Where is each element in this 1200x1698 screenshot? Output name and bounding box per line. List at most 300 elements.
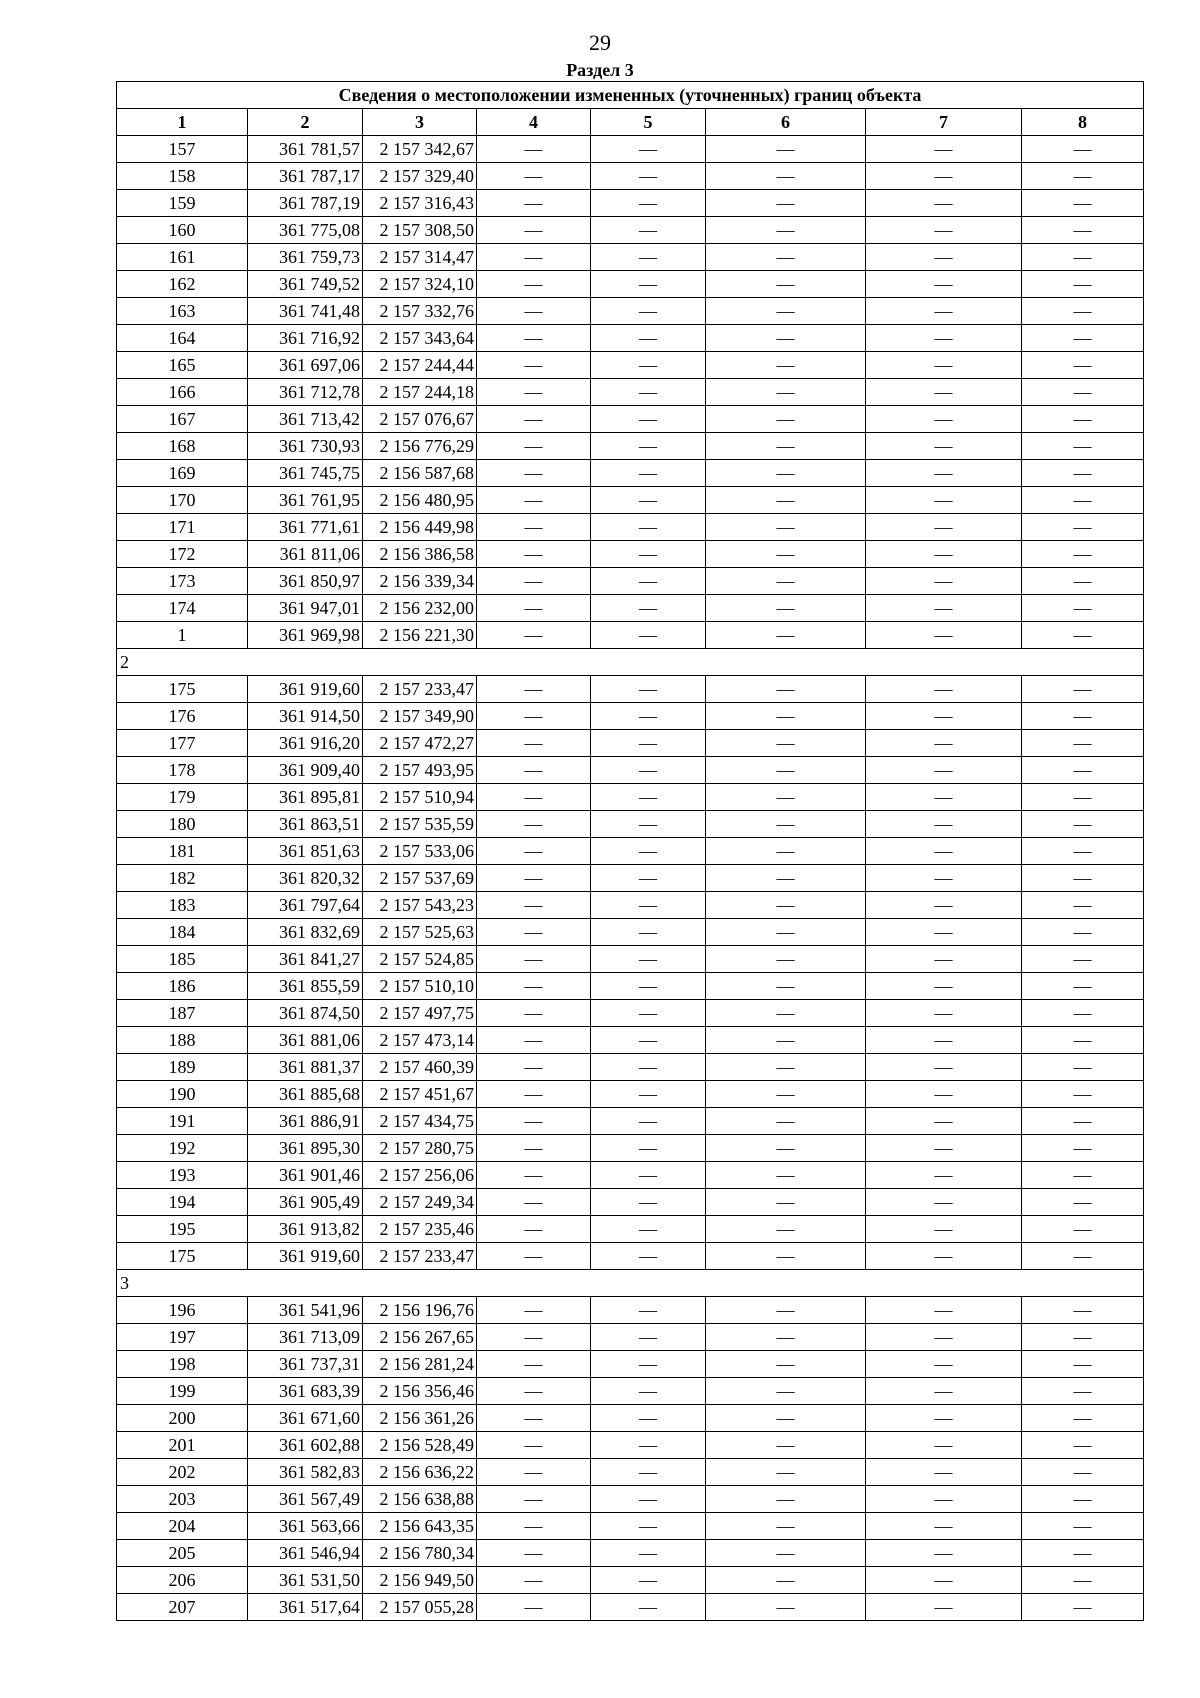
empty-value-cell: — (866, 406, 1022, 433)
y-coordinate-cell: 2 157 332,76 (363, 298, 477, 325)
point-number-cell: 183 (117, 892, 248, 919)
empty-value-cell: — (866, 730, 1022, 757)
empty-value-cell: — (1022, 919, 1144, 946)
table-row (117, 1000, 1144, 1027)
empty-value-cell: — (1022, 1054, 1144, 1081)
y-coordinate-cell: 2 157 510,94 (363, 784, 477, 811)
x-coordinate-cell: 361 582,83 (248, 1459, 363, 1486)
empty-value-cell: — (706, 676, 866, 703)
x-coordinate-cell: 361 841,27 (248, 946, 363, 973)
empty-value-cell: — (866, 919, 1022, 946)
x-coordinate-cell: 361 745,75 (248, 460, 363, 487)
empty-value-cell: — (866, 487, 1022, 514)
empty-value-cell: — (706, 433, 866, 460)
empty-value-cell: — (866, 379, 1022, 406)
empty-value-cell: — (866, 622, 1022, 649)
empty-value-cell: — (477, 406, 591, 433)
empty-value-cell: — (706, 1567, 866, 1594)
empty-value-cell: — (706, 1594, 866, 1621)
x-coordinate-cell: 361 713,09 (248, 1324, 363, 1351)
x-coordinate-cell: 361 737,31 (248, 1351, 363, 1378)
y-coordinate-cell: 2 157 308,50 (363, 217, 477, 244)
empty-value-cell: — (1022, 460, 1144, 487)
x-coordinate-cell: 361 761,95 (248, 487, 363, 514)
empty-value-cell: — (866, 163, 1022, 190)
point-number-cell: 175 (117, 676, 248, 703)
point-number-cell: 192 (117, 1135, 248, 1162)
empty-value-cell: — (477, 919, 591, 946)
point-number-cell: 1 (117, 622, 248, 649)
empty-value-cell: — (866, 433, 1022, 460)
empty-value-cell: — (591, 622, 706, 649)
contour-section-row (117, 649, 1144, 676)
empty-value-cell: — (1022, 757, 1144, 784)
point-number-cell: 175 (117, 1243, 248, 1270)
table-row (117, 892, 1144, 919)
y-coordinate-cell: 2 156 221,30 (363, 622, 477, 649)
empty-value-cell: — (706, 1216, 866, 1243)
table-row (117, 217, 1144, 244)
empty-value-cell: — (1022, 1243, 1144, 1270)
empty-value-cell: — (1022, 1486, 1144, 1513)
empty-value-cell: — (591, 298, 706, 325)
empty-value-cell: — (591, 973, 706, 1000)
empty-value-cell: — (866, 1108, 1022, 1135)
table-row (117, 1324, 1144, 1351)
empty-value-cell: — (1022, 1459, 1144, 1486)
empty-value-cell: — (866, 1351, 1022, 1378)
point-number-cell: 158 (117, 163, 248, 190)
y-coordinate-cell: 2 157 537,69 (363, 865, 477, 892)
y-coordinate-cell: 2 157 524,85 (363, 946, 477, 973)
empty-value-cell: — (706, 784, 866, 811)
x-coordinate-cell: 361 787,19 (248, 190, 363, 217)
y-coordinate-cell: 2 157 472,27 (363, 730, 477, 757)
empty-value-cell: — (706, 1351, 866, 1378)
empty-value-cell: — (866, 460, 1022, 487)
empty-value-cell: — (866, 1513, 1022, 1540)
empty-value-cell: — (477, 1297, 591, 1324)
empty-value-cell: — (477, 136, 591, 163)
empty-value-cell: — (706, 1081, 866, 1108)
empty-value-cell: — (477, 622, 591, 649)
empty-value-cell: — (591, 136, 706, 163)
empty-value-cell: — (591, 406, 706, 433)
empty-value-cell: — (1022, 865, 1144, 892)
x-coordinate-cell: 361 885,68 (248, 1081, 363, 1108)
empty-value-cell: — (1022, 622, 1144, 649)
table-row (117, 1540, 1144, 1567)
table-row (117, 514, 1144, 541)
y-coordinate-cell: 2 157 076,67 (363, 406, 477, 433)
empty-value-cell: — (706, 325, 866, 352)
empty-value-cell: — (706, 460, 866, 487)
empty-value-cell: — (706, 1378, 866, 1405)
empty-value-cell: — (477, 1432, 591, 1459)
x-coordinate-cell: 361 881,37 (248, 1054, 363, 1081)
y-coordinate-cell: 2 156 449,98 (363, 514, 477, 541)
empty-value-cell: — (591, 1027, 706, 1054)
empty-value-cell: — (591, 892, 706, 919)
point-number-cell: 177 (117, 730, 248, 757)
y-coordinate-cell: 2 157 343,64 (363, 325, 477, 352)
empty-value-cell: — (477, 784, 591, 811)
x-coordinate-cell: 361 712,78 (248, 379, 363, 406)
empty-value-cell: — (591, 1189, 706, 1216)
y-coordinate-cell: 2 157 233,47 (363, 1243, 477, 1270)
empty-value-cell: — (477, 1216, 591, 1243)
empty-value-cell: — (477, 865, 591, 892)
x-coordinate-cell: 361 563,66 (248, 1513, 363, 1540)
empty-value-cell: — (477, 190, 591, 217)
x-coordinate-cell: 361 881,06 (248, 1027, 363, 1054)
empty-value-cell: — (1022, 487, 1144, 514)
table-row (117, 1297, 1144, 1324)
empty-value-cell: — (591, 919, 706, 946)
empty-value-cell: — (706, 595, 866, 622)
y-coordinate-cell: 2 157 349,90 (363, 703, 477, 730)
empty-value-cell: — (591, 217, 706, 244)
table-row (117, 541, 1144, 568)
empty-value-cell: — (1022, 541, 1144, 568)
point-number-cell: 169 (117, 460, 248, 487)
table-row (117, 1189, 1144, 1216)
empty-value-cell: — (1022, 1351, 1144, 1378)
empty-value-cell: — (866, 838, 1022, 865)
y-coordinate-cell: 2 157 244,44 (363, 352, 477, 379)
y-coordinate-cell: 2 157 316,43 (363, 190, 477, 217)
empty-value-cell: — (1022, 1000, 1144, 1027)
table-row (117, 676, 1144, 703)
x-coordinate-cell: 361 909,40 (248, 757, 363, 784)
empty-value-cell: — (866, 1405, 1022, 1432)
section-title: Раздел 3 (566, 60, 634, 80)
table-row (117, 1594, 1144, 1621)
y-coordinate-cell: 2 156 636,22 (363, 1459, 477, 1486)
contour-section-row (117, 1270, 1144, 1297)
table-row (117, 244, 1144, 271)
empty-value-cell: — (477, 1162, 591, 1189)
y-coordinate-cell: 2 156 196,76 (363, 1297, 477, 1324)
empty-value-cell: — (706, 217, 866, 244)
table-row (117, 136, 1144, 163)
empty-value-cell: — (591, 1135, 706, 1162)
empty-value-cell: — (591, 487, 706, 514)
empty-value-cell: — (706, 1189, 866, 1216)
empty-value-cell: — (866, 352, 1022, 379)
point-number-cell: 188 (117, 1027, 248, 1054)
column-header: 7 (866, 109, 1022, 136)
empty-value-cell: — (1022, 838, 1144, 865)
table-row (117, 865, 1144, 892)
x-coordinate-cell: 361 741,48 (248, 298, 363, 325)
point-number-cell: 207 (117, 1594, 248, 1621)
empty-value-cell: — (477, 973, 591, 1000)
empty-value-cell: — (477, 1324, 591, 1351)
empty-value-cell: — (706, 1027, 866, 1054)
table-row (117, 946, 1144, 973)
x-coordinate-cell: 361 969,98 (248, 622, 363, 649)
empty-value-cell: — (591, 163, 706, 190)
empty-value-cell: — (591, 1594, 706, 1621)
point-number-cell: 194 (117, 1189, 248, 1216)
x-coordinate-cell: 361 905,49 (248, 1189, 363, 1216)
empty-value-cell: — (706, 379, 866, 406)
column-header: 2 (248, 109, 363, 136)
empty-value-cell: — (591, 865, 706, 892)
point-number-cell: 204 (117, 1513, 248, 1540)
empty-value-cell: — (477, 514, 591, 541)
empty-value-cell: — (591, 730, 706, 757)
contour-number: 2 (117, 649, 1144, 676)
empty-value-cell: — (591, 1054, 706, 1081)
x-coordinate-cell: 361 874,50 (248, 1000, 363, 1027)
empty-value-cell: — (591, 1162, 706, 1189)
empty-value-cell: — (591, 1108, 706, 1135)
y-coordinate-cell: 2 157 055,28 (363, 1594, 477, 1621)
empty-value-cell: — (866, 1135, 1022, 1162)
empty-value-cell: — (477, 811, 591, 838)
empty-value-cell: — (591, 541, 706, 568)
column-header: 8 (1022, 109, 1144, 136)
empty-value-cell: — (1022, 946, 1144, 973)
empty-value-cell: — (477, 1054, 591, 1081)
empty-value-cell: — (591, 325, 706, 352)
table-row (117, 1378, 1144, 1405)
empty-value-cell: — (477, 244, 591, 271)
y-coordinate-cell: 2 157 451,67 (363, 1081, 477, 1108)
empty-value-cell: — (477, 379, 591, 406)
x-coordinate-cell: 361 916,20 (248, 730, 363, 757)
empty-value-cell: — (866, 514, 1022, 541)
point-number-cell: 179 (117, 784, 248, 811)
empty-value-cell: — (477, 595, 591, 622)
point-number-cell: 172 (117, 541, 248, 568)
y-coordinate-cell: 2 157 280,75 (363, 1135, 477, 1162)
empty-value-cell: — (866, 1162, 1022, 1189)
table-row (117, 568, 1144, 595)
empty-value-cell: — (591, 1216, 706, 1243)
point-number-cell: 190 (117, 1081, 248, 1108)
x-coordinate-cell: 361 730,93 (248, 433, 363, 460)
empty-value-cell: — (706, 1405, 866, 1432)
empty-value-cell: — (866, 757, 1022, 784)
empty-value-cell: — (706, 352, 866, 379)
empty-value-cell: — (1022, 1540, 1144, 1567)
table-row (117, 1243, 1144, 1270)
empty-value-cell: — (706, 865, 866, 892)
y-coordinate-cell: 2 156 643,35 (363, 1513, 477, 1540)
empty-value-cell: — (591, 460, 706, 487)
empty-value-cell: — (1022, 1513, 1144, 1540)
empty-value-cell: — (706, 1513, 866, 1540)
point-number-cell: 168 (117, 433, 248, 460)
empty-value-cell: — (866, 703, 1022, 730)
empty-value-cell: — (477, 730, 591, 757)
y-coordinate-cell: 2 157 235,46 (363, 1216, 477, 1243)
point-number-cell: 201 (117, 1432, 248, 1459)
y-coordinate-cell: 2 157 324,10 (363, 271, 477, 298)
empty-value-cell: — (706, 298, 866, 325)
point-number-cell: 198 (117, 1351, 248, 1378)
empty-value-cell: — (866, 1567, 1022, 1594)
point-number-cell: 197 (117, 1324, 248, 1351)
point-number-cell: 193 (117, 1162, 248, 1189)
x-coordinate-cell: 361 797,64 (248, 892, 363, 919)
empty-value-cell: — (706, 946, 866, 973)
empty-value-cell: — (1022, 244, 1144, 271)
empty-value-cell: — (591, 1432, 706, 1459)
empty-value-cell: — (866, 595, 1022, 622)
empty-value-cell: — (706, 1000, 866, 1027)
point-number-cell: 185 (117, 946, 248, 973)
empty-value-cell: — (591, 1513, 706, 1540)
table-row (117, 1351, 1144, 1378)
point-number-cell: 199 (117, 1378, 248, 1405)
column-header: 1 (117, 109, 248, 136)
empty-value-cell: — (866, 811, 1022, 838)
empty-value-cell: — (1022, 892, 1144, 919)
x-coordinate-cell: 361 832,69 (248, 919, 363, 946)
empty-value-cell: — (706, 163, 866, 190)
empty-value-cell: — (591, 568, 706, 595)
x-coordinate-cell: 361 531,50 (248, 1567, 363, 1594)
empty-value-cell: — (477, 1540, 591, 1567)
x-coordinate-cell: 361 919,60 (248, 676, 363, 703)
empty-value-cell: — (866, 1486, 1022, 1513)
empty-value-cell: — (706, 244, 866, 271)
empty-value-cell: — (706, 838, 866, 865)
y-coordinate-cell: 2 157 256,06 (363, 1162, 477, 1189)
y-coordinate-cell: 2 156 780,34 (363, 1540, 477, 1567)
table-row (117, 595, 1144, 622)
table-row (117, 811, 1144, 838)
y-coordinate-cell: 2 156 949,50 (363, 1567, 477, 1594)
empty-value-cell: — (1022, 1108, 1144, 1135)
column-header: 3 (363, 109, 477, 136)
empty-value-cell: — (1022, 1162, 1144, 1189)
empty-value-cell: — (866, 298, 1022, 325)
point-number-cell: 178 (117, 757, 248, 784)
empty-value-cell: — (591, 757, 706, 784)
empty-value-cell: — (477, 1351, 591, 1378)
empty-value-cell: — (866, 1324, 1022, 1351)
point-number-cell: 171 (117, 514, 248, 541)
empty-value-cell: — (477, 838, 591, 865)
empty-value-cell: — (1022, 190, 1144, 217)
empty-value-cell: — (1022, 298, 1144, 325)
empty-value-cell: — (866, 892, 1022, 919)
table-row (117, 838, 1144, 865)
empty-value-cell: — (706, 1486, 866, 1513)
empty-value-cell: — (591, 1324, 706, 1351)
y-coordinate-cell: 2 156 232,00 (363, 595, 477, 622)
table-row (117, 1567, 1144, 1594)
empty-value-cell: — (591, 784, 706, 811)
empty-value-cell: — (477, 703, 591, 730)
empty-value-cell: — (1022, 352, 1144, 379)
empty-value-cell: — (477, 460, 591, 487)
y-coordinate-cell: 2 156 638,88 (363, 1486, 477, 1513)
empty-value-cell: — (591, 1243, 706, 1270)
empty-value-cell: — (477, 946, 591, 973)
empty-value-cell: — (591, 1405, 706, 1432)
empty-value-cell: — (866, 271, 1022, 298)
empty-value-cell: — (591, 703, 706, 730)
y-coordinate-cell: 2 157 249,34 (363, 1189, 477, 1216)
y-coordinate-cell: 2 157 543,23 (363, 892, 477, 919)
empty-value-cell: — (591, 1378, 706, 1405)
point-number-cell: 205 (117, 1540, 248, 1567)
empty-value-cell: — (1022, 1405, 1144, 1432)
empty-value-cell: — (591, 352, 706, 379)
x-coordinate-cell: 361 671,60 (248, 1405, 363, 1432)
empty-value-cell: — (477, 541, 591, 568)
x-coordinate-cell: 361 716,92 (248, 325, 363, 352)
point-number-cell: 170 (117, 487, 248, 514)
table-row (117, 1513, 1144, 1540)
x-coordinate-cell: 361 546,94 (248, 1540, 363, 1567)
empty-value-cell: — (591, 946, 706, 973)
empty-value-cell: — (866, 1540, 1022, 1567)
empty-value-cell: — (866, 1432, 1022, 1459)
empty-value-cell: — (706, 514, 866, 541)
empty-value-cell: — (477, 1027, 591, 1054)
empty-value-cell: — (706, 1324, 866, 1351)
table-row (117, 757, 1144, 784)
y-coordinate-cell: 2 157 329,40 (363, 163, 477, 190)
empty-value-cell: — (866, 1081, 1022, 1108)
empty-value-cell: — (477, 1378, 591, 1405)
empty-value-cell: — (1022, 568, 1144, 595)
y-coordinate-cell: 2 156 281,24 (363, 1351, 477, 1378)
empty-value-cell: — (477, 352, 591, 379)
table-row (117, 1027, 1144, 1054)
empty-value-cell: — (1022, 163, 1144, 190)
empty-value-cell: — (706, 1432, 866, 1459)
empty-value-cell: — (1022, 379, 1144, 406)
empty-value-cell: — (866, 1378, 1022, 1405)
table-row (117, 973, 1144, 1000)
x-coordinate-cell: 361 811,06 (248, 541, 363, 568)
empty-value-cell: — (866, 676, 1022, 703)
empty-value-cell: — (706, 730, 866, 757)
y-coordinate-cell: 2 156 480,95 (363, 487, 477, 514)
y-coordinate-cell: 2 156 776,29 (363, 433, 477, 460)
y-coordinate-cell: 2 156 339,34 (363, 568, 477, 595)
table-row (117, 1108, 1144, 1135)
empty-value-cell: — (706, 1459, 866, 1486)
empty-value-cell: — (706, 568, 866, 595)
empty-value-cell: — (706, 406, 866, 433)
y-coordinate-cell: 2 157 497,75 (363, 1000, 477, 1027)
point-number-cell: 200 (117, 1405, 248, 1432)
table-row (117, 1054, 1144, 1081)
empty-value-cell: — (477, 1243, 591, 1270)
empty-value-cell: — (1022, 1378, 1144, 1405)
point-number-cell: 191 (117, 1108, 248, 1135)
empty-value-cell: — (477, 1486, 591, 1513)
x-coordinate-cell: 361 886,91 (248, 1108, 363, 1135)
empty-value-cell: — (866, 784, 1022, 811)
empty-value-cell: — (477, 1108, 591, 1135)
empty-value-cell: — (706, 541, 866, 568)
empty-value-cell: — (477, 217, 591, 244)
empty-value-cell: — (477, 487, 591, 514)
page-number: 29 (589, 30, 611, 55)
point-number-cell: 184 (117, 919, 248, 946)
x-coordinate-cell: 361 781,57 (248, 136, 363, 163)
